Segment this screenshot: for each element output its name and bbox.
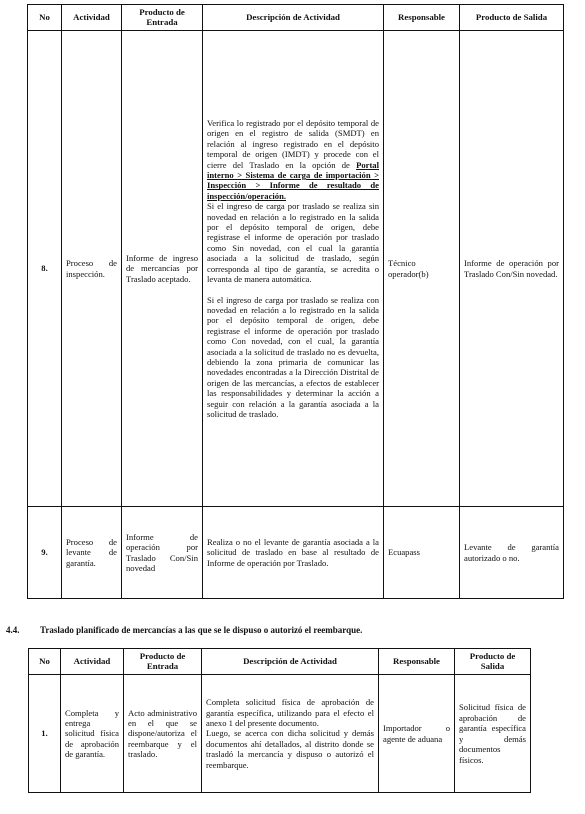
- row-descripcion: Realiza o no el levante de garantía asociada a la solicitud de traslado en base al resultado de Informe de operación por Traslado.: [203, 507, 384, 599]
- row-actividad: Completa y entrega solicitud física de aprobación de garantía.: [61, 675, 124, 793]
- table-header-row: [28, 5, 564, 31]
- header-responsable: Responsable: [379, 649, 455, 675]
- row-producto-entrada: Acto administrativo en el que se dispone/autoriza el reembarque y el traslado.: [124, 675, 202, 793]
- header-actividad: Actividad: [62, 5, 122, 31]
- header-producto-entrada: Producto de Entrada: [122, 5, 203, 31]
- row-responsable: Importador o agente de aduana: [379, 675, 455, 793]
- header-producto-entrada: Producto de Entrada: [124, 649, 202, 675]
- row-producto-salida: Informe de operación por Traslado Con/Sin novedad.: [460, 31, 564, 507]
- section-title: Traslado planificado de mercancías a las que se le dispuso o autorizó el reembarque.: [40, 625, 363, 635]
- table-header-row: [29, 649, 531, 675]
- desc-paragraph: Si el ingreso de carga por traslado se realiza con novedad en relación a lo registrado en la salida por el depósito temporal de origen, debe registrase el informe de operación por traslado como Con novedad, con el cual, la garantía asociada a la solicitud de traslado no es devuelta, debiendo la zona primaria de comunicar las novedades encontradas a la Dirección Distrital de origen de las mercancías, a efectos de establecer las responsabilidades y determinar la acción a seguir con relación a la garantía asociada a la solicitud de traslado.: [207, 294, 379, 419]
- row-producto-salida: Levante de garantía autorizado o no.: [460, 507, 564, 599]
- row-producto-entrada: Informe de ingreso de mercancías por Traslado aceptado.: [122, 31, 203, 507]
- row-producto-entrada: Informe de operación por Traslado Con/Sin novedad: [122, 507, 203, 599]
- section-number: 4.4.: [6, 625, 20, 635]
- row-number: 9.: [28, 507, 62, 599]
- header-producto-salida: Producto de Salida: [455, 649, 531, 675]
- header-producto-salida: Producto de Salida: [460, 5, 564, 31]
- activity-table-1: [27, 4, 564, 599]
- row-number: 8.: [28, 31, 62, 507]
- row-actividad: Proceso de inspección.: [62, 31, 122, 507]
- section-heading: [6, 625, 362, 635]
- header-descripcion: Descripción de Actividad: [202, 649, 379, 675]
- row-responsable: Ecuapass: [384, 507, 460, 599]
- header-responsable: Responsable: [384, 5, 460, 31]
- table-row: [28, 31, 564, 507]
- row-number: 1.: [29, 675, 61, 793]
- header-no: No: [28, 5, 62, 31]
- header-actividad: Actividad: [61, 649, 124, 675]
- row-descripcion: [202, 675, 379, 793]
- row-producto-salida: Solicitud física de aprobación de garantía específica y demás documentos físicos.: [455, 675, 531, 793]
- portal-path: Portal interno > Sistema de carga de importación > Inspección > Informe de resultado de inspección/operación.: [207, 159, 379, 201]
- table-row: [28, 507, 564, 599]
- row-actividad: Proceso de levante de garantía.: [62, 507, 122, 599]
- table-row: [29, 675, 531, 793]
- desc-paragraph: Verifica lo registrado por el depósito temporal de origen en el registro de salida (SMDT) en relación al ingreso registrado en el depósito temporal de origen (IMDT) y procede con el cierre del Traslado en la opción de Portal interno > Sistema de carga de importación > Inspección > Informe de resultado de inspección/operación.: [207, 118, 379, 201]
- header-no: No: [29, 649, 61, 675]
- row-responsable: Técnico operador(b): [384, 31, 460, 507]
- desc-paragraph: Completa solicitud física de aprobación de garantía específica, utilizando para el efecto el anexo 1 del presente documento.: [206, 697, 374, 729]
- activity-table-2: [28, 648, 531, 793]
- header-descripcion: Descripción de Actividad: [203, 5, 384, 31]
- desc-paragraph: Luego, se acerca con dicha solicitud y demás documentos ahí detallados, al distrito donde se trasladó la mercancía y dispuso o autorizó el reembarque.: [206, 728, 374, 770]
- row-descripcion: [203, 31, 384, 507]
- desc-paragraph: Si el ingreso de carga por traslado se realiza sin novedad en relación a lo registrado en la salida por el depósito temporal de origen, debe registrase el informe de operación por traslado como Sin novedad, con el cual la garantía asociada a la solicitud de traslado, según corresponda al tipo de garantía, se acredita o levanta de manera automática.: [207, 201, 379, 285]
